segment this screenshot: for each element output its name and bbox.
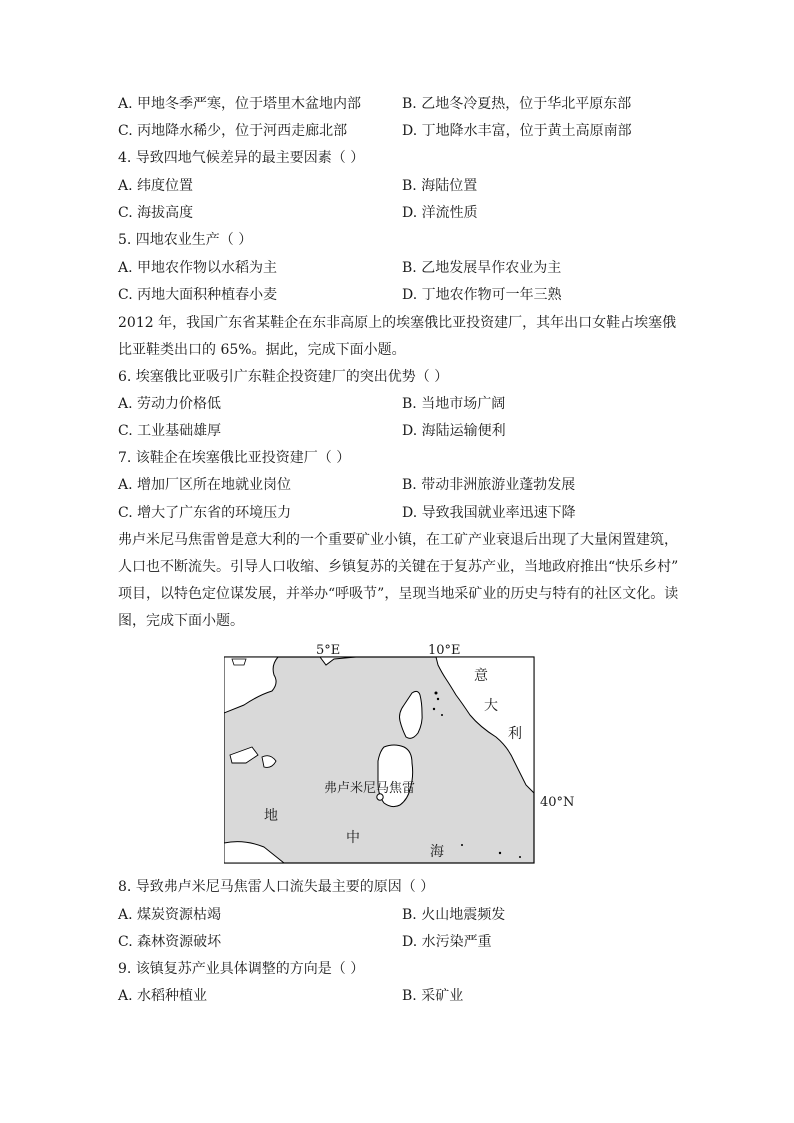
q6-option-b: B. 当地市场广阔: [402, 396, 506, 412]
q6-option-a: A. 劳动力价格低: [118, 396, 222, 412]
q8-option-c: C. 森林资源破坏: [118, 934, 222, 950]
q4-option-c: C. 海拔高度: [118, 205, 194, 221]
q5-option-c: C. 丙地大面积种植春小麦: [118, 287, 278, 303]
islet-4: [441, 714, 443, 716]
italy-intro-line-3: 项目，以特色定位谋发展，并举办“呼吸节”，呈现当地采矿业的历史与特有的社区文化。读: [118, 586, 679, 602]
longitude-10e-label: 10°E: [428, 643, 461, 658]
q6-stem: 6. 埃塞俄比亚吸引广东鞋企投资建厂的突出优势（ ）: [118, 369, 449, 385]
italy-intro-line-1: 弗卢米尼马焦雷曾是意大利的一个重要矿业小镇，在工矿产业衰退后出现了大量闲置建筑，: [118, 532, 678, 548]
q5-option-d: D. 丁地农作物可一年三熟: [402, 287, 562, 303]
q6-option-d: D. 海陆运输便利: [402, 423, 506, 439]
q9-option-b: B. 采矿业: [402, 988, 464, 1004]
q4-stem: 4. 导致四地气候差异的最主要因素（ ）: [118, 150, 365, 166]
islet-6: [499, 852, 501, 854]
islet-1: [435, 692, 438, 695]
q4-option-a: A. 纬度位置: [118, 178, 194, 194]
q8-stem: 8. 导致弗卢米尼马焦雷人口流失最主要的原因（ ）: [118, 879, 435, 895]
q7-stem: 7. 该鞋企在埃塞俄比亚投资建厂（ ）: [118, 450, 351, 466]
islet-3: [433, 708, 435, 710]
italy-label-char-2: 大: [484, 698, 498, 714]
q7-option-c: C. 增大了广东省的环境压力: [118, 505, 292, 521]
q5-stem: 5. 四地农业生产（ ）: [118, 232, 253, 248]
q6-option-c: C. 工业基础雄厚: [118, 423, 222, 439]
italy-label-char-3: 利: [508, 726, 522, 742]
q9-stem: 9. 该镇复苏产业具体调整的方向是（ ）: [118, 961, 365, 977]
q9-option-a: A. 水稻种植业: [118, 988, 208, 1004]
q3-option-b: B. 乙地冬冷夏热，位于华北平原东部: [402, 96, 632, 112]
q8-option-a: A. 煤炭资源枯竭: [118, 907, 222, 923]
q3-option-d: D. 丁地降水丰富，位于黄土高原南部: [402, 123, 632, 139]
q8-option-d: D. 水污染严重: [402, 934, 492, 950]
town-label: 弗卢米尼马焦雷: [324, 781, 416, 796]
longitude-5e-label: 5°E: [316, 643, 341, 658]
q5-option-b: B. 乙地发展旱作农业为主: [402, 260, 562, 276]
q8-option-b: B. 火山地震频发: [402, 907, 506, 923]
sea-label-char-3: 海: [430, 844, 444, 860]
italy-label-char-1: 意: [474, 668, 488, 684]
islet-2: [437, 698, 439, 700]
q3-option-a: A. 甲地冬季严寒，位于塔里木盆地内部: [118, 96, 362, 112]
sea-label-char-1: 地: [264, 808, 278, 824]
land-islet-top-left: [232, 659, 246, 665]
q4-option-b: B. 海陆位置: [402, 178, 478, 194]
islet-5: [461, 844, 463, 846]
q7-option-b: B. 带动非洲旅游业蓬勃发展: [402, 477, 576, 493]
q3-option-c: C. 丙地降水稀少，位于河西走廊北部: [118, 123, 348, 139]
sea-label-char-2: 中: [346, 830, 360, 846]
islet-7: [519, 856, 521, 858]
italy-intro-line-2: 人口也不断流失。引导人口收缩、乡镇复苏的关键在于复苏产业，当地政府推出“快乐乡村”: [118, 559, 679, 575]
sardinia-map: [224, 643, 575, 865]
q7-option-a: A. 增加厂区所在地就业岗位: [118, 477, 292, 493]
map-svg: [224, 643, 538, 865]
italy-intro-line-4: 图，完成下面小题。: [118, 613, 244, 629]
q5-option-a: A. 甲地农作物以水稻为主: [118, 260, 278, 276]
q4-option-d: D. 洋流性质: [402, 205, 478, 221]
ethiopia-intro-line-2: 比亚鞋类出口的 65%。据此，完成下面小题。: [118, 342, 406, 358]
q7-option-d: D. 导致我国就业率迅速下降: [402, 505, 576, 521]
latitude-40n-label: 40°N: [540, 795, 575, 810]
ethiopia-intro-line-1: 2012 年，我国广东省某鞋企在东非高原上的埃塞俄比亚投资建厂，其年出口女鞋占埃塞俄: [118, 315, 677, 331]
